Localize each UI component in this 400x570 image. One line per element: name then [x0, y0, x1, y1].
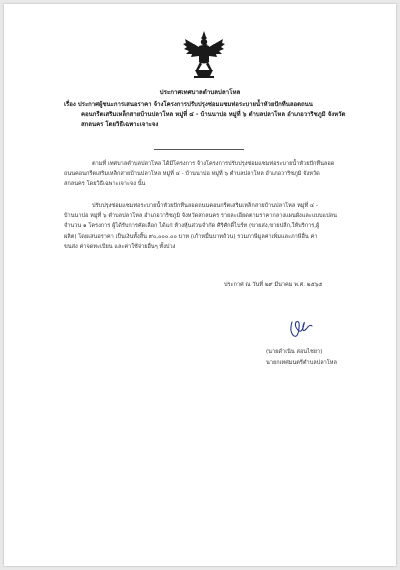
organization-heading: ประกาศเทศบาลตำบลปลาโหล [159, 89, 241, 96]
separator-line [154, 149, 244, 150]
subject-line-3: สกลนคร โดยวิธีเฉพาะเจาะจง [81, 121, 159, 129]
paragraph-1-line-2: ถนนคอนกรีตเสริมเหล็กสายบ้านปลาโหล หมู่ที่ ๔ - บ้านนาปอ หมู่ที่ ๖ ตำบลปลาโหล อำเภอวาริชภูมิ จังหวัด [64, 171, 320, 178]
subject-line-2: คอนกรีตเสริมเหล็กสายบ้านปลาโหล หมู่ที่ ๔ - บ้านนาปอ หมู่ที่ ๖ ตำบลปลาโหล อำเภอวาริชภูมิ จังหวัด [81, 111, 346, 119]
signature-icon [286, 316, 314, 340]
subject-label: เรื่อง [64, 101, 76, 108]
signer-name: (นายดำเนิน สอนไชยา) [266, 349, 323, 355]
paragraph-2-line-1: ปรับปรุงซ่อมแซมท่อระบายน้ำหัวยปักทืนลอดถนนคอนกรีตเสริมเหล็กสายบ้านปลาโหล หมู่ที่ ๔ - [92, 203, 318, 209]
paragraph-2-line-3: จำนวน ๑ โครงการ ผู้ได้รับการคัดเลือก ได้แก่ ห้างหุ้นส่วนจำกัด ศิริศักดิ์ไบร์ท (ขายส่ง,ขายปลีก,ให้บริการ,ผู้ [64, 223, 320, 230]
paragraph-1-line-1: ตามที่ เทศบาลตำบลปลาโหล ได้มีโครงการ จ้างโครงการปรับปรุงซ่อมแซมท่อระบายน้ำหัวยปักทืนลอด [92, 161, 335, 167]
paragraph-2-line-5: ขนส่ง ค่าจดทะเบียน และค่าใช้จ่ายอื่นๆ ทั้งปวง [64, 243, 176, 250]
paragraph-2-line-4: ผลิต) โดยเสนอราคา เป็นเงินทั้งสิ้น ๙๐,๐๐๐.๐๐ บาท (เก้าหมื่นบาทถ้วน) รวมภาษีมูลค่าเพิ่มและภาษีอื่น ค่า [64, 233, 318, 240]
given-date: ประกาศ ณ วันที่ ๒๙ มีนาคม พ.ศ. ๒๕๖๕ [224, 282, 323, 288]
paragraph-2-line-2: บ้านนาปอ หมู่ที่ ๖ ตำบลปลาโหล อำเภอวาริชภูมิ จังหวัดสกลนคร รายละเอียดตามราคากลางแผนผังและแบบแปลน [64, 213, 337, 220]
subject-block [64, 100, 354, 131]
paragraph-1-line-3: สกลนคร โดยวิธีเฉพาะเจาะจง นั้น [64, 181, 146, 188]
subject-line-1: ประกาศผู้ชนะการเสนอราคา จ้างโครงการปรับปรุงซ่อมแซมท่อระบายน้ำหัวยปักทืนลอดถนน [77, 101, 313, 108]
paragraph-1 [64, 159, 364, 190]
garuda-emblem-icon [182, 30, 226, 80]
document-page [4, 4, 396, 566]
signer-title: นายกเทศมนตรีตำบลปลาโหล [266, 360, 337, 366]
paragraph-2 [64, 201, 364, 252]
